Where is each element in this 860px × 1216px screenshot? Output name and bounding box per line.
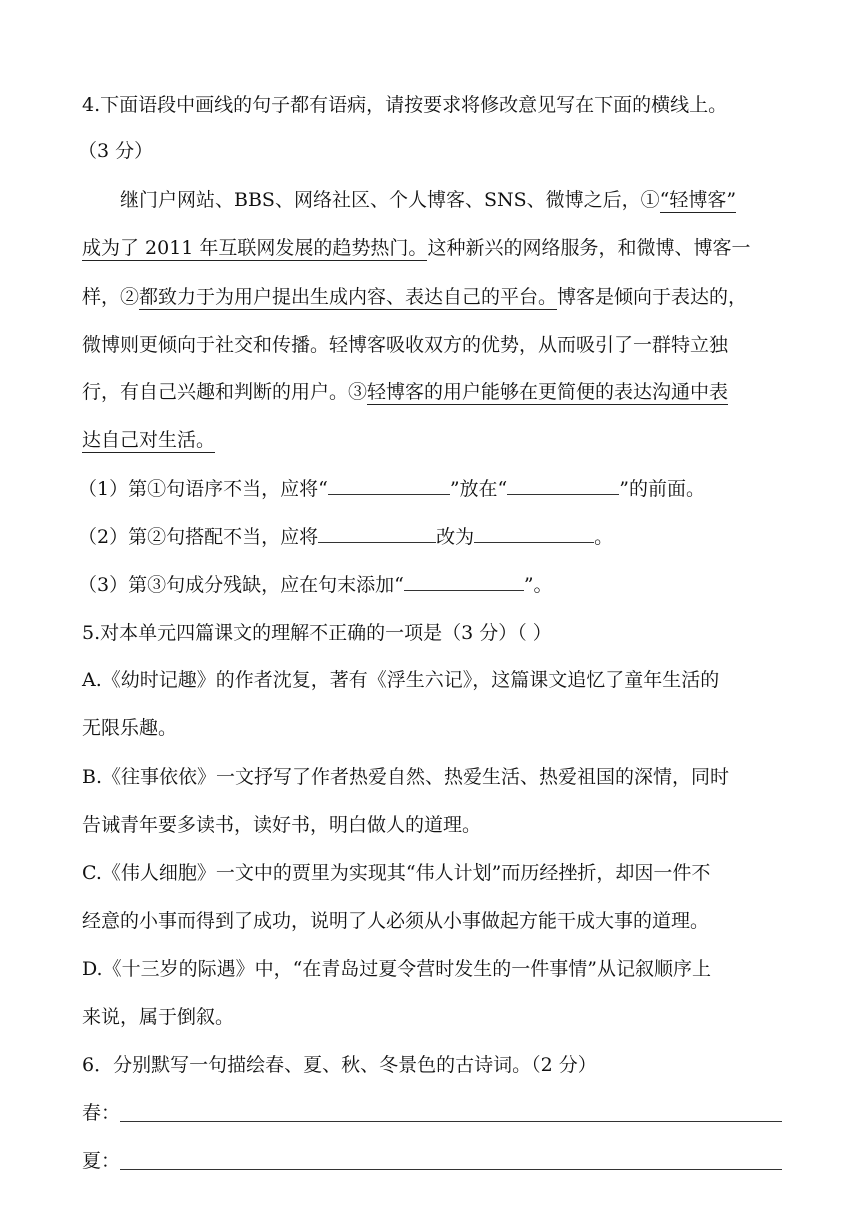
sentence-number-3: ③ [348, 381, 368, 403]
sentence-number-1: ① [640, 189, 660, 211]
q4-text: 行，有自己兴趣和判断的用户。 [82, 381, 349, 403]
sub1-text: ”放在“ [449, 478, 508, 500]
underlined-sentence-3a: 轻博客的用户能够在更简便的表达沟通中表 [367, 381, 729, 403]
q4-score: （3 分） [78, 140, 154, 162]
q5-option-c-line-1: C.《伟人细胞》一文中的贾里为实现其“伟人计划”而历经挫折，却因一件不 [82, 862, 711, 884]
q4-sub-question-2 [78, 524, 800, 550]
q5-option-c-line-2: 经意的小事而得到了成功，说明了人必须从小事做起方能干成大事的道理。 [82, 910, 710, 932]
q4-paragraph-line-6 [82, 427, 800, 453]
q4-paragraph-line-5 [82, 379, 800, 405]
summer-answer-rule[interactable] [120, 1169, 782, 1170]
underlined-sentence-1a: “轻博客” [659, 189, 737, 211]
underlined-sentence-1b: 成为了 2011 年互联网发展的趋势热门。 [82, 237, 428, 259]
q4-sub-question-1 [78, 476, 800, 502]
q6-title: 6．分别默写一句描绘春、夏、秋、冬景色的古诗词。（2 分） [82, 1054, 597, 1076]
q5-option-d-line-2: 来说，属于倒叙。 [82, 1006, 235, 1028]
spring-answer-rule[interactable] [120, 1121, 782, 1122]
spring-answer-line[interactable] [82, 1100, 782, 1126]
sub3-text: ”。 [523, 574, 553, 596]
q4-sub-question-3 [78, 572, 800, 598]
answer-blank-2a[interactable] [318, 524, 436, 543]
q5-title: 5.对本单元四篇课文的理解不正确的一项是（3 分）（ ） [82, 622, 552, 644]
sub2-text: （2）第②句搭配不当，应将 [78, 526, 319, 548]
q4-title: 4.下面语段中画线的句子都有语病，请按要求将修改意见写在下面的横线上。 [82, 94, 728, 116]
sub1-text: ”的前面。 [619, 478, 705, 500]
q5-option-b-line-2: 告诫青年要多读书，读好书，明白做人的道理。 [82, 814, 482, 836]
q5-option-d-line-1: D.《十三岁的际遇》中，“在青岛过夏令营时发生的一件事情”从记叙顺序上 [82, 958, 712, 980]
sub2-text: 改为 [436, 526, 475, 548]
q5-option-b-line-1: B.《往事依依》一文抒写了作者热爱自然、热爱生活、热爱祖国的深情，同时 [82, 766, 730, 788]
sub1-text: （1）第①句语序不当，应将“ [78, 478, 328, 500]
answer-blank-1b[interactable] [507, 476, 619, 495]
summer-label: 夏： [82, 1150, 121, 1172]
q4-paragraph-line-1 [120, 187, 800, 213]
q5-option-a-line-1: A.《幼时记趣》的作者沈复，著有《浮生六记》，这篇课文追忆了童年生活的 [82, 669, 720, 691]
underlined-sentence-3b: 达自己对生活。 [82, 429, 216, 451]
q4-text: 博客是倾向于表达的， [557, 286, 748, 308]
answer-blank-3[interactable] [404, 572, 524, 591]
q4-paragraph-line-2 [82, 235, 800, 261]
answer-blank-2b[interactable] [474, 524, 594, 543]
underlined-sentence-2: 都致力于为用户提出生成内容、表达自己的平台。 [139, 286, 558, 308]
sub3-text: （3）第③句成分残缺，应在句末添加“ [78, 574, 404, 596]
q4-text: 继门户网站、BBS、网络社区、个人博客、SNS、微博之后， [120, 189, 641, 211]
summer-answer-line[interactable] [82, 1148, 782, 1174]
q4-text: 这种新兴的网络服务，和微博、博客一 [427, 237, 751, 259]
spring-label: 春： [82, 1102, 121, 1124]
q5-option-a-line-2: 无限乐趣。 [82, 717, 178, 739]
q4-paragraph-line-3 [82, 284, 800, 310]
q4-text: 样， [82, 286, 121, 308]
sentence-number-2: ② [120, 286, 140, 308]
answer-blank-1a[interactable] [328, 476, 450, 495]
sub2-text: 。 [594, 526, 614, 548]
q4-paragraph-line-4: 微博则更倾向于社交和传播。轻博客吸收双方的优势，从而吸引了一群特立独 [82, 334, 729, 356]
